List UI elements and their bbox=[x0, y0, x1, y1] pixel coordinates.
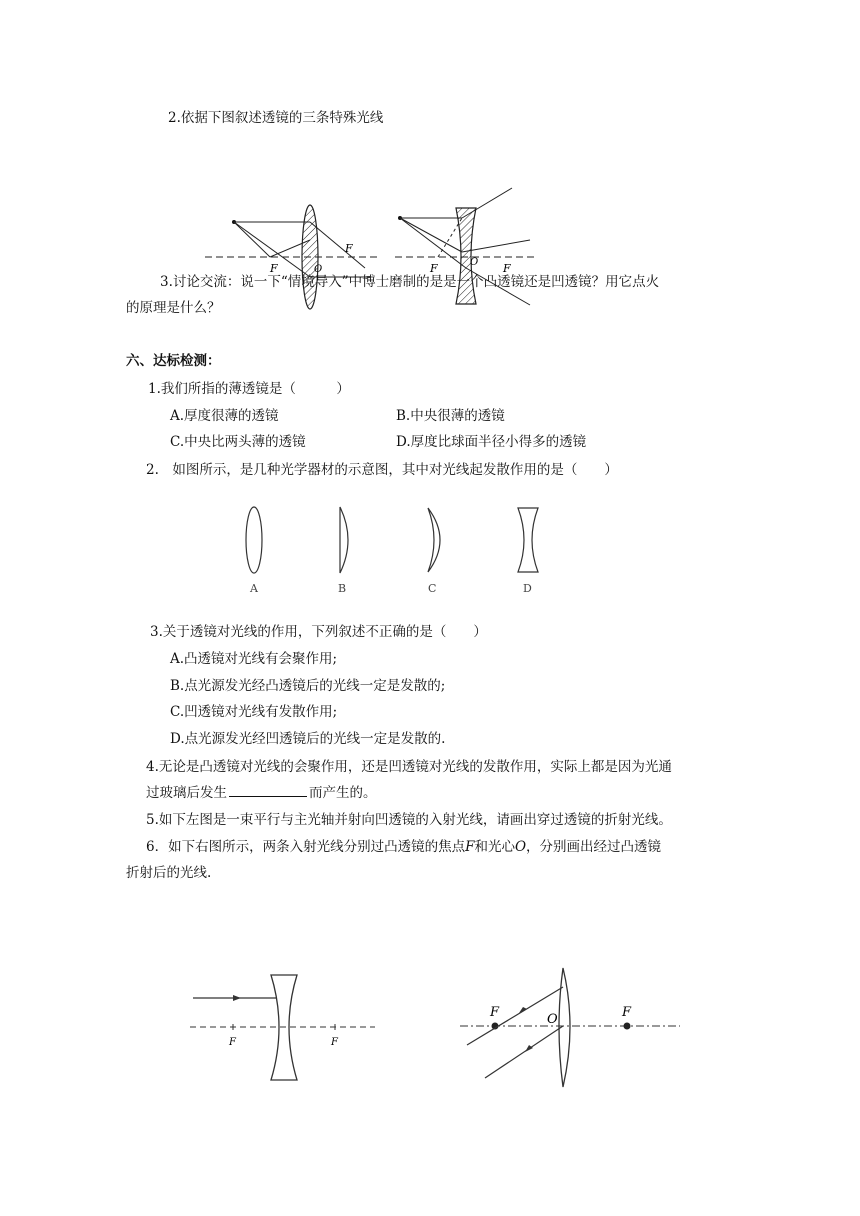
t4-answer-blank[interactable] bbox=[229, 784, 307, 797]
lens-b-shape bbox=[340, 507, 348, 573]
t4-line1: 4.无论是凸透镜对光线的会聚作用，还是凹透镜对光线的发散作用，实际上都是因为光通 bbox=[146, 759, 672, 775]
lens-a-label: A bbox=[250, 582, 258, 595]
fig2-f-right: F bbox=[503, 262, 511, 275]
t6-o: O bbox=[514, 839, 527, 855]
t6-line1 bbox=[146, 838, 661, 856]
t6-text-b: 和光心 bbox=[474, 839, 515, 855]
t1-question: 1.我们所指的薄透镜是（ ） bbox=[148, 381, 350, 397]
t3-option-c: C.凹透镜对光线有发散作用; bbox=[170, 704, 338, 720]
t6-line2: 折射后的光线. bbox=[126, 865, 212, 881]
t2-question: 2. 如图所示，是几种光学器材的示意图，其中对光线起发散作用的是（ ） bbox=[146, 462, 618, 478]
t3-option-a: A.凸透镜对光线有会聚作用; bbox=[170, 651, 338, 667]
fig5-f-right: F bbox=[331, 1037, 338, 1048]
lens-c-label: C bbox=[428, 582, 437, 595]
fig2-o: O bbox=[470, 257, 479, 268]
q2-text: 2.依据下图叙述透镜的三条特殊光线 bbox=[168, 110, 384, 126]
concave-lens-exercise-figure bbox=[185, 965, 385, 1090]
section-title: 六、达标检测： bbox=[126, 353, 221, 369]
t6-f: F bbox=[465, 839, 475, 855]
t3-option-b: B.点光源发光经凸透镜后的光线一定是发散的; bbox=[170, 678, 446, 694]
convex-lens-exercise-figure bbox=[455, 965, 685, 1090]
q3-text-cont: 的原理是什么？ bbox=[126, 300, 221, 316]
fig6-f-left: F bbox=[490, 1005, 500, 1020]
t3-option-d: D.点光源发光经凹透镜后的光线一定是发散的. bbox=[170, 731, 446, 747]
fig1-f-right: F bbox=[345, 242, 353, 255]
lens-options-figure bbox=[200, 500, 580, 600]
t6-text-a: 6．如下右图所示，两条入射光线分别过凸透镜的焦点 bbox=[146, 839, 466, 855]
t3-question: 3.关于透镜对光线的作用，下列叙述不正确的是（ ） bbox=[150, 624, 487, 640]
lens-d-shape bbox=[518, 508, 538, 572]
t1-option-b: B.中央很薄的透镜 bbox=[396, 408, 505, 424]
t1-option-a: A.厚度很薄的透镜 bbox=[170, 408, 279, 424]
fig1-f-left: F bbox=[270, 262, 278, 275]
q3-text: 3.讨论交流：说一下“情境导入”中博士磨制的是是一个凸透镜还是凹透镜？用它点火 bbox=[160, 274, 660, 290]
lens-a-shape bbox=[246, 507, 262, 573]
convex-lens-diagram bbox=[205, 205, 380, 309]
t4-text-after-blank: 而产生的。 bbox=[309, 785, 377, 801]
t6-text-c: ，分别画出经过凸透镜 bbox=[526, 839, 662, 855]
t4-line2 bbox=[146, 784, 377, 802]
fig6-f-right: F bbox=[622, 1005, 632, 1020]
lens-c-shape bbox=[428, 508, 440, 572]
lens-b-label: B bbox=[338, 582, 347, 595]
t1-option-d: D.厚度比球面半径小得多的透镜 bbox=[396, 434, 587, 450]
fig1-o: O bbox=[314, 264, 323, 275]
fig5-f-left: F bbox=[229, 1037, 236, 1048]
lens-d-label: D bbox=[523, 582, 532, 595]
fig2-f-left: F bbox=[430, 262, 438, 275]
t4-text-before-blank: 过玻璃后发生 bbox=[146, 785, 227, 801]
t5-text: 5.如下左图是一束平行与主光轴并射向凹透镜的入射光线，请画出穿过透镜的折射光线。 bbox=[146, 812, 672, 828]
t1-option-c: C.中央比两头薄的透镜 bbox=[170, 434, 306, 450]
fig6-o: O bbox=[547, 1012, 558, 1027]
